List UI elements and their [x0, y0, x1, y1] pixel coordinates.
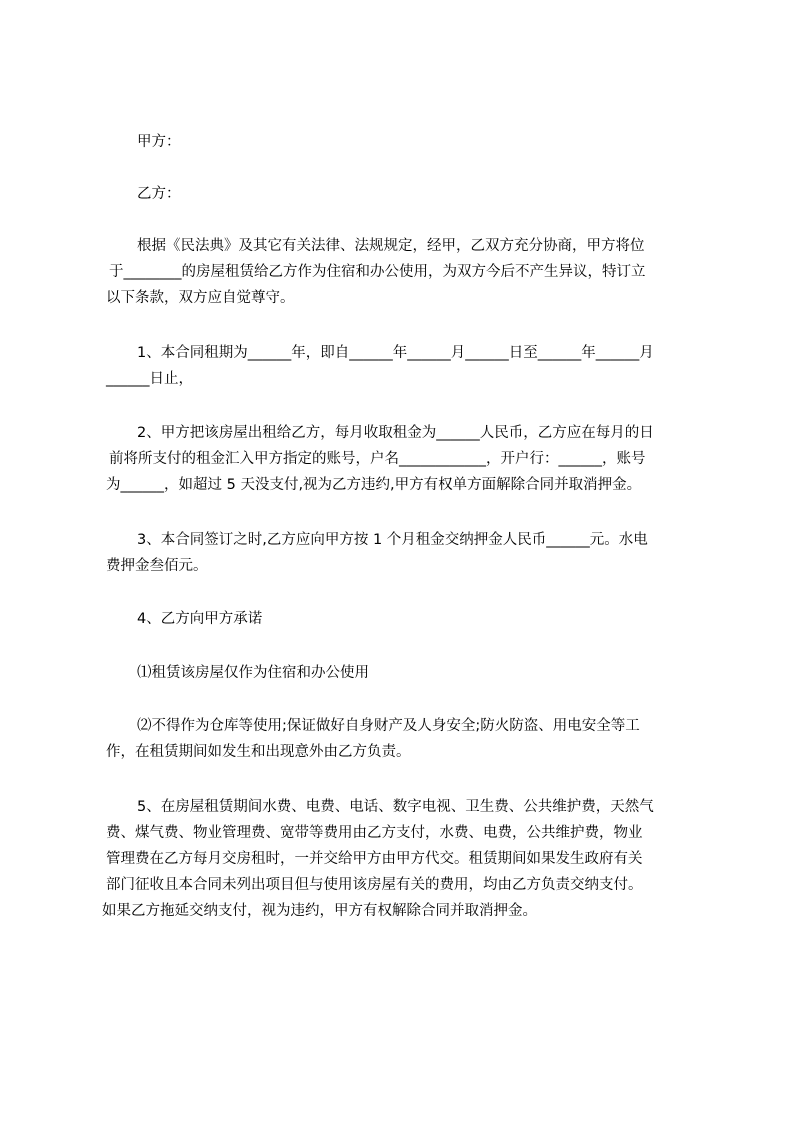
clause-4-item-2-line: ⑵不得作为仓库等使用;保证做好自身财产及人身安全;防火防盗、用电安全等工	[137, 718, 640, 734]
preamble-line: 以下条款，双方应自觉尊守。	[106, 290, 295, 306]
clause-2-paragraph	[106, 420, 696, 498]
clause-2-line: 为______，如超过 5 天没支付,视为乙方违约,甲方有权单方面解除合同并取消押金。	[106, 477, 642, 493]
clause-5-line: 费、煤气费、物业管理费、宽带等费用由乙方支付，水费、电费，公共维护费，物业	[106, 825, 643, 841]
clause-2-line: 2、甲方把该房屋出租给乙方，每月收取租金为______人民币，乙方应在每月的日	[137, 425, 654, 441]
clause-5-line: 5、在房屋租赁期间水费、电费、电话、数字电视、卫生费、公共维护费，天然气	[137, 799, 654, 815]
preamble-paragraph	[106, 233, 696, 311]
party-a-label	[106, 129, 696, 155]
clause-3-line: 3、本合同签订之时,乙方应向甲方按 1 个月租金交纳押金人民币______元。水电	[137, 532, 648, 548]
clause-4-item-2-paragraph	[106, 713, 696, 765]
clause-4-item-2-line: 作，在租赁期间如发生和出现意外由乙方负责。	[106, 744, 411, 760]
party-b-label	[106, 181, 696, 207]
party-b-text: 乙方：	[137, 186, 181, 202]
clause-5-paragraph	[102, 794, 696, 924]
party-a-text: 甲方：	[137, 134, 181, 150]
clause-1-line: ______日止，	[106, 371, 193, 387]
clause-4-item-1-paragraph	[106, 660, 696, 686]
clause-3-paragraph	[106, 527, 696, 579]
clause-3-line: 费押金叁佰元。	[106, 558, 208, 574]
clause-5-line: 如果乙方拖延交纳支付，视为违约，甲方有权解除合同并取消押金。	[102, 903, 537, 919]
preamble-line: 根据《民法典》及其它有关法律、法规规定，经甲，乙双方充分协商，甲方将位	[137, 238, 645, 254]
clause-4-paragraph	[106, 606, 696, 632]
clause-4-line: 4、乙方向甲方承诺	[137, 611, 263, 627]
clause-5-line: 管理费在乙方每月交房租时，一并交给甲方由甲方代交。租赁期间如果发生政府有关	[106, 851, 643, 867]
clause-5-line: 部门征收且本合同未列出项目但与使用该房屋有关的费用，均由乙方负责交纳支付。	[106, 877, 643, 893]
clause-1-line: 1、本合同租期为______年，即自______年______月______日至______年______月	[137, 345, 654, 361]
clause-4-item-1-line: ⑴租赁该房屋仅作为住宿和办公使用	[137, 665, 369, 681]
clause-1-paragraph	[106, 340, 696, 392]
clause-2-line: 前将所支付的租金汇入甲方指定的账号，户名____________，开户行：______，账号	[109, 451, 646, 467]
preamble-line: 于________的房屋租赁给乙方作为住宿和办公使用，为双方今后不产生异议，特订立	[109, 264, 646, 280]
